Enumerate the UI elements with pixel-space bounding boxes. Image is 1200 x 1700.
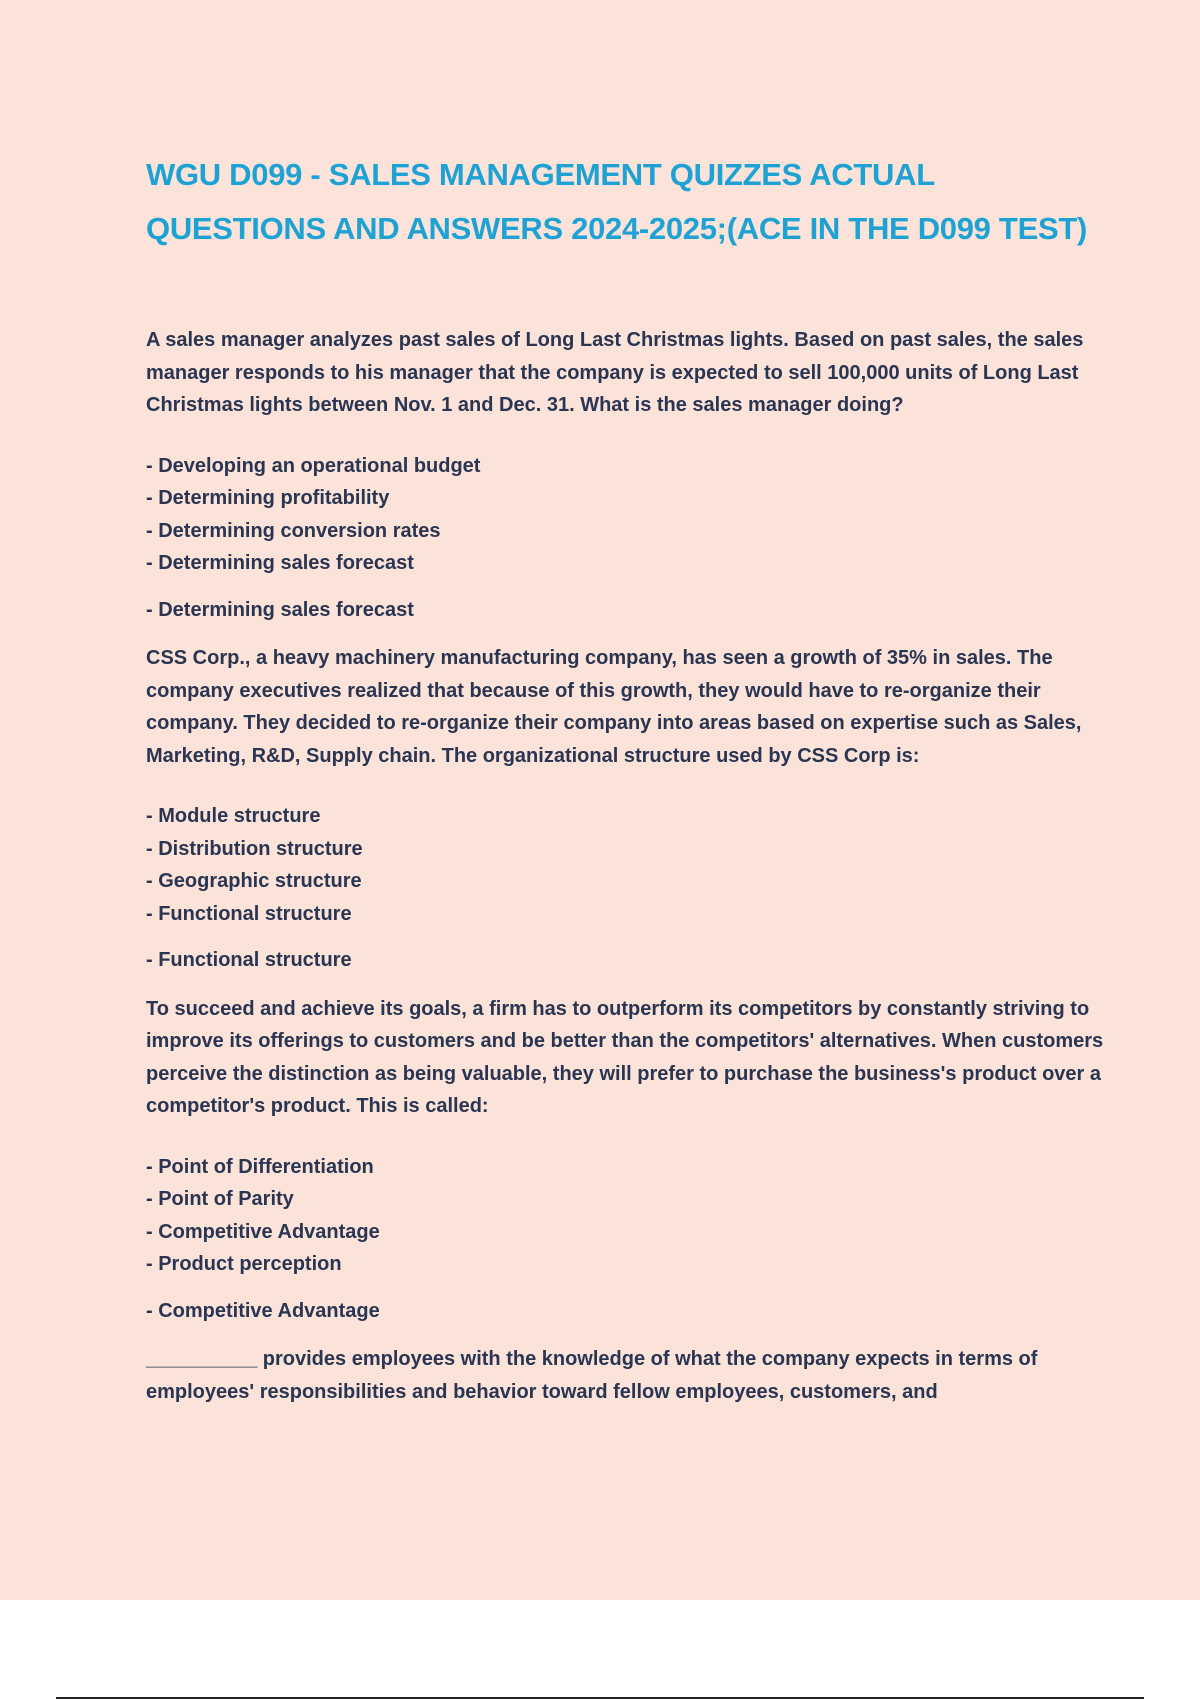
footer-divider xyxy=(56,1697,1144,1699)
answer-text: - Functional structure xyxy=(146,949,352,971)
option-item: - Determining sales forecast xyxy=(146,552,414,574)
question-text: A sales manager analyzes past sales of Long Last Christmas lights. Based on past sales, the sales manager responds to his manager that the company is expected to sell 100,000 units of Long Last Christmas lights between Nov. 1 and Dec. 31. What is the sales manager doing? xyxy=(146,329,1084,416)
option-list xyxy=(146,1151,1106,1281)
option-item: - Module structure xyxy=(146,805,321,827)
question-block xyxy=(146,993,1106,1328)
option-item: - Determining conversion rates xyxy=(146,519,441,542)
option-item: - Product perception xyxy=(146,1253,342,1275)
option-list xyxy=(146,800,1106,930)
question-text: CSS Corp., a heavy machinery manufacturing company, has seen a growth of 35% in sales. The company executives realized that because of this growth, they would have to re-organize their company. They decided to re-organize their company into areas based on expertise such as Sales, Marketing, R&D, Supply chain. The organizational structure used by CSS Corp is: xyxy=(146,647,1082,767)
option-item: - Determining profitability xyxy=(146,487,390,509)
question-block xyxy=(146,324,1106,626)
option-item: - Functional structure xyxy=(146,902,352,925)
option-list xyxy=(146,450,1106,580)
question-text: __________ provides employees with the knowledge of what the company expects in terms of employees' responsibilities and behavior toward fellow employees, customers, and xyxy=(146,1348,1038,1403)
question-block xyxy=(146,1343,1106,1408)
option-item: - Competitive Advantage xyxy=(146,1220,380,1243)
option-item: - Developing an operational budget xyxy=(146,454,481,477)
questions-list xyxy=(146,324,1106,1408)
page-inner xyxy=(146,148,1106,1408)
answer-text: - Determining sales forecast xyxy=(146,598,414,621)
option-item: - Geographic structure xyxy=(146,870,362,892)
question-block xyxy=(146,642,1106,977)
option-item: - Distribution structure xyxy=(146,837,363,860)
question-text: To succeed and achieve its goals, a firm has to outperform its competitors by constantly striving to improve its offerings to customers and be better than the competitors' alternatives. When customers perceive the distinction as being valuable, they will prefer to purchase the business's product over a competitor's product. This is called: xyxy=(146,997,1104,1117)
option-item: - Point of Parity xyxy=(146,1188,294,1210)
document-title: WGU D099 - SALES MANAGEMENT QUIZZES ACTUAL QUESTIONS AND ANSWERS 2024-2025;(ACE IN THE D099 TEST) xyxy=(146,157,1087,246)
option-item: - Point of Differentiation xyxy=(146,1155,374,1178)
answer-text: - Competitive Advantage xyxy=(146,1299,380,1322)
